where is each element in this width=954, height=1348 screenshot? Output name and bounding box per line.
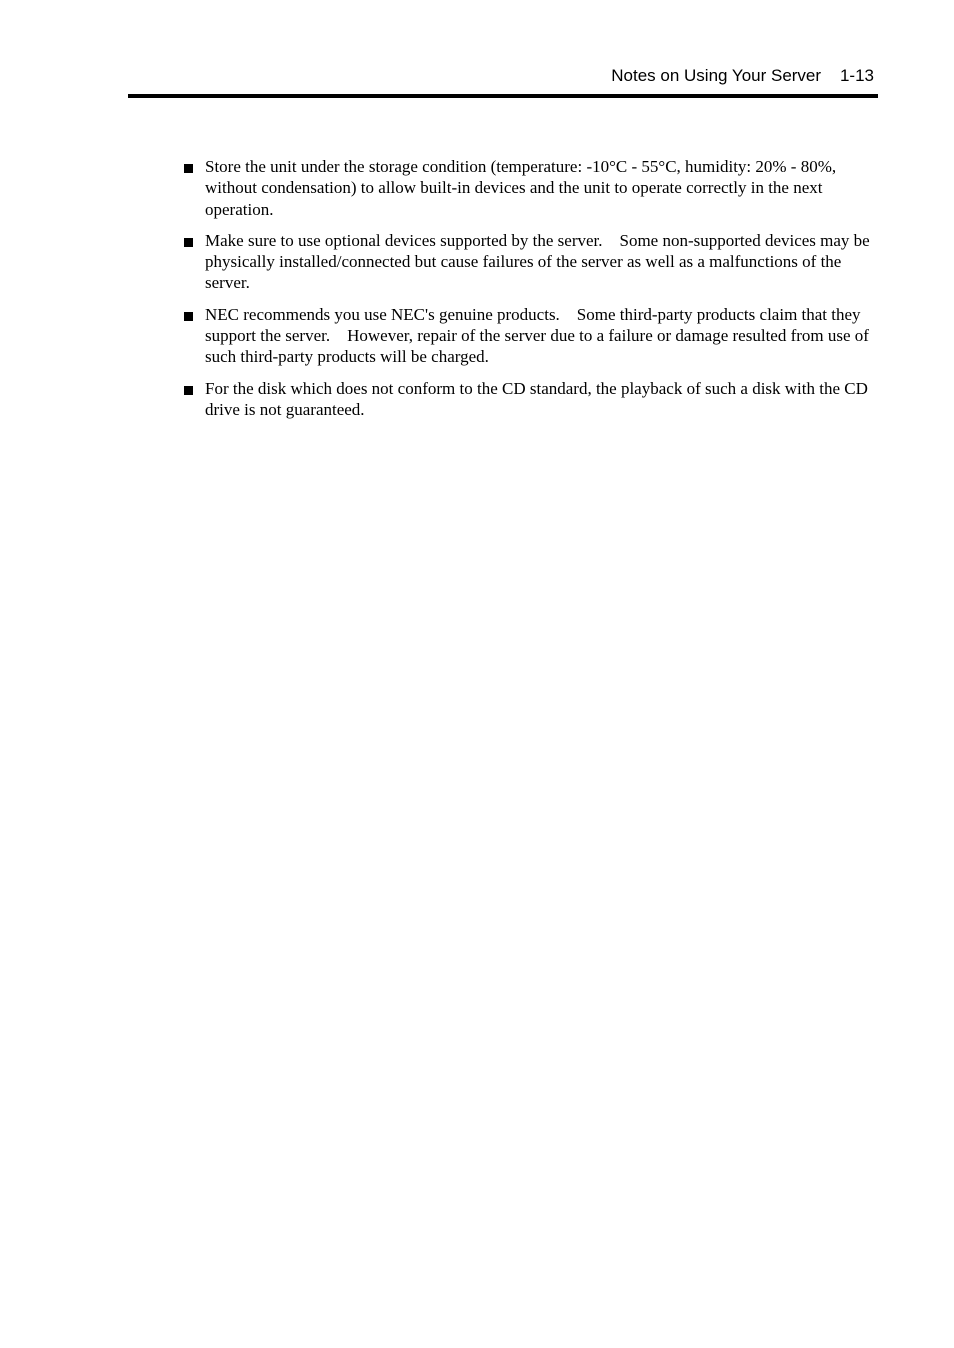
page-number: 1-13 xyxy=(839,66,874,85)
running-header xyxy=(611,66,874,86)
square-bullet-icon xyxy=(184,238,193,247)
notes-list xyxy=(184,156,874,430)
list-item xyxy=(184,378,874,421)
note-text: NEC recommends you use NEC's genuine products. Some third-party products claim that they support the server. However, repair of the server due to a failure or damage resulted from use of such third-party products will be charged. xyxy=(205,304,874,367)
list-item xyxy=(184,156,874,220)
square-bullet-icon xyxy=(184,164,193,173)
section-title: Notes on Using Your Server xyxy=(611,66,822,85)
page-header xyxy=(128,64,878,98)
square-bullet-icon xyxy=(184,386,193,395)
list-item xyxy=(184,230,874,294)
square-bullet-icon xyxy=(184,312,193,321)
list-item xyxy=(184,304,874,368)
note-text: For the disk which does not conform to the CD standard, the playback of such a disk with the CD drive is not guaranteed. xyxy=(205,378,873,419)
note-text: Make sure to use optional devices supported by the server. Some non-supported devices may be physically installed/connected but cause failures of the server as well as a malfunctions of the server. xyxy=(205,230,874,293)
header-rule xyxy=(128,94,878,98)
note-text: Store the unit under the storage condition (temperature: -10°C - 55°C, humidity: 20% - 80%, without condensation) to allow built-in devices and the unit to operate correctly in the next operation. xyxy=(205,157,841,219)
